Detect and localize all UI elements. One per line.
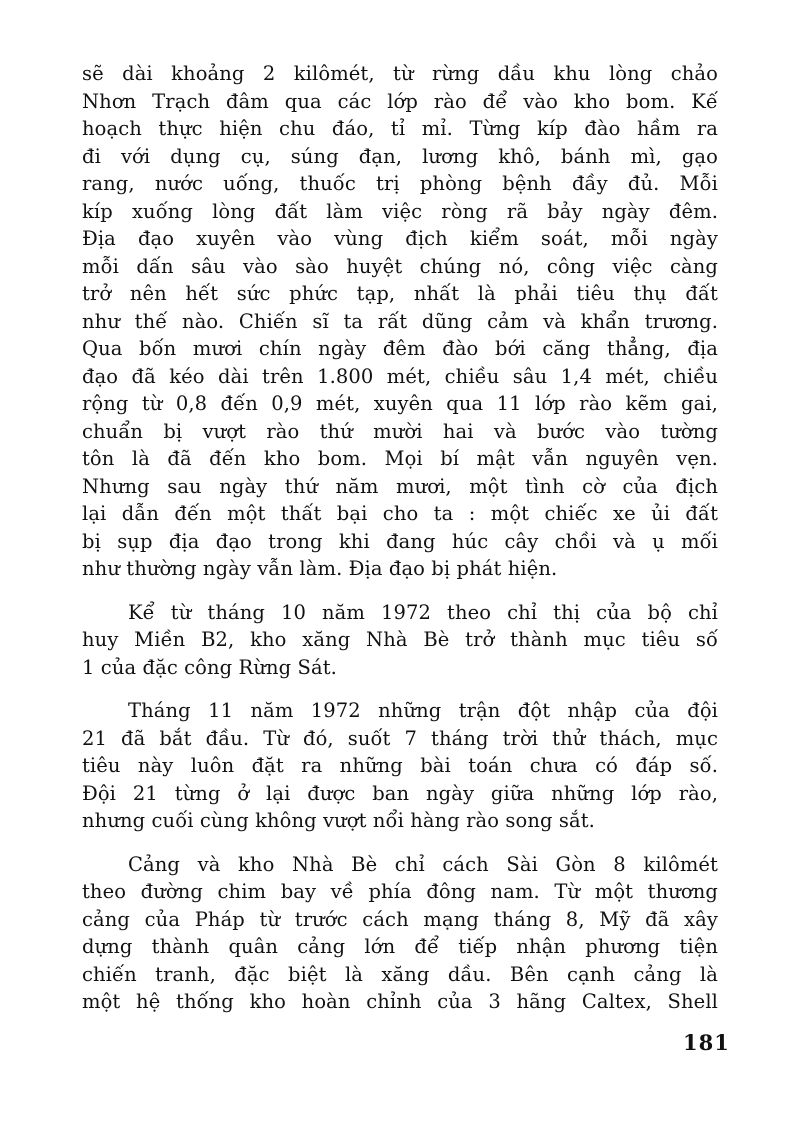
text-line: Qua bốn mươi chín ngày đêm đào bới căng thẳng, địa — [82, 337, 718, 360]
text-line: lại dẫn đến một thất bại cho ta : một chiếc xe ủi đất — [82, 502, 718, 525]
text-line: Cảng và kho Nhà Bè chỉ cách Sài Gòn 8 kilômét — [128, 852, 718, 876]
text-line: mỗi dấn sâu vào sào huyệt chúng nó, công việc càng — [82, 254, 718, 278]
text-line: Nhưng sau ngày thứ năm mươi, một tình cờ của địch — [82, 474, 718, 498]
text-line: theo đường chim bay về phía đông nam. Từ một thương — [82, 880, 718, 903]
text-line: Kể từ tháng 10 năm 1972 theo chỉ thị của bộ chỉ — [128, 600, 718, 624]
text-line: cảng của Pháp từ trước cách mạng tháng 8, Mỹ đã xây — [82, 907, 718, 931]
paragraph-1 — [82, 60, 718, 583]
text-line: đạo đã kéo dài trên 1.800 mét, chiều sâu 1,4 mét, chiều — [82, 364, 718, 388]
page-number: 181 — [683, 1030, 730, 1055]
text-line: rang, nước uống, thuốc trị phòng bệnh đầy đủ. Mỗi — [82, 172, 718, 195]
text-line: đi với dụng cụ, súng đạn, lương khô, bánh mì, gạo — [82, 144, 718, 168]
paragraph-gap — [82, 681, 718, 697]
text-line: tiêu này luôn đặt ra những bài toán chưa có đáp số. — [82, 754, 718, 777]
text-line: sẽ dài khoảng 2 kilômét, từ rừng dầu khu lòng chảo — [82, 62, 718, 85]
text-line: Nhơn Trạch đâm qua các lớp rào để vào kho bom. Kế — [82, 89, 718, 113]
text-line: huy Miền B2, kho xăng Nhà Bè trở thành mục tiêu số — [82, 628, 718, 651]
text-line: dựng thành quân cảng lớn để tiếp nhận phương tiện — [82, 935, 718, 958]
paragraph-3 — [82, 697, 718, 835]
text-line: Địa đạo xuyên vào vùng địch kiểm soát, mỗi ngày — [82, 227, 718, 250]
text-line: nhưng cuối cùng không vượt nổi hàng rào song sắt. — [82, 809, 595, 832]
paragraph-gap — [82, 583, 718, 599]
text-line: trở nên hết sức phức tạp, nhất là phải tiêu thụ đất — [82, 282, 718, 305]
paragraph-4 — [82, 851, 718, 1016]
body-text — [82, 60, 718, 1016]
text-line: 1 của đặc công Rừng Sát. — [82, 655, 337, 679]
paragraph-gap — [82, 835, 718, 851]
text-line: kíp xuống lòng đất làm việc ròng rã bảy ngày đêm. — [82, 199, 718, 223]
text-line: Tháng 11 năm 1972 những trận đột nhập của đội — [128, 699, 718, 722]
text-line: một hệ thống kho hoàn chỉnh của 3 hãng Caltex, Shell — [82, 990, 718, 1013]
text-line: bị sụp địa đạo trong khi đang húc cây chồi và ụ mối — [82, 529, 718, 553]
text-line: như thường ngày vẫn làm. Địa đạo bị phát hiện. — [82, 557, 558, 580]
paragraph-2 — [82, 599, 718, 682]
text-line: chiến tranh, đặc biệt là xăng dầu. Bên cạnh cảng là — [82, 962, 718, 986]
text-line: chuẩn bị vượt rào thứ mười hai và bước vào tường — [82, 419, 718, 443]
text-line: rộng từ 0,8 đến 0,9 mét, xuyên qua 11 lớp rào kẽm gai, — [82, 392, 718, 415]
text-line: tôn là đã đến kho bom. Mọi bí mật vẫn nguyên vẹn. — [82, 447, 718, 470]
text-line: như thế nào. Chiến sĩ ta rất dũng cảm và khẩn trương. — [82, 309, 718, 333]
text-line: 21 đã bắt đầu. Từ đó, suốt 7 tháng trời thử thách, mục — [82, 726, 718, 750]
text-line: Đội 21 từng ở lại được ban ngày giữa những lớp rào, — [82, 781, 718, 805]
text-line: hoạch thực hiện chu đáo, tỉ mỉ. Từng kíp đào hầm ra — [82, 117, 718, 140]
